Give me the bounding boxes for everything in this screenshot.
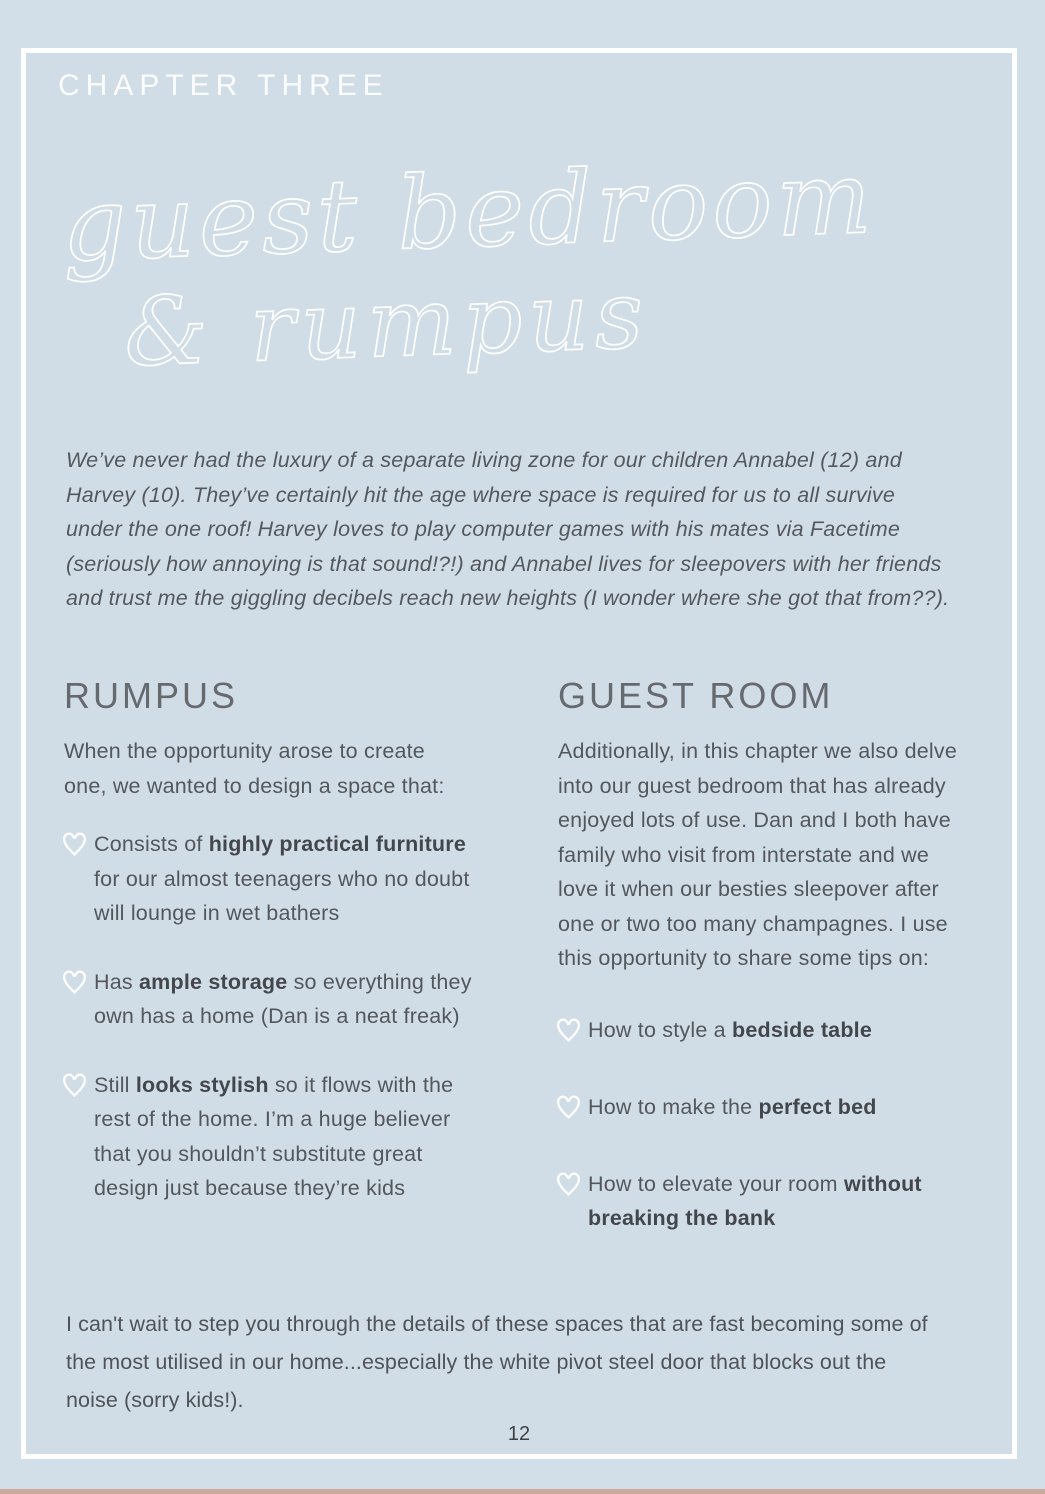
list-item bbox=[62, 827, 496, 931]
guest-room-heading: GUEST ROOM bbox=[558, 675, 834, 716]
bullet-text-pre: How to elevate your room bbox=[588, 1171, 844, 1196]
guest-room-column bbox=[556, 675, 990, 1236]
heart-outline-icon bbox=[62, 967, 94, 1002]
list-item bbox=[556, 1167, 990, 1236]
script-title-line1: guest bedroom bbox=[60, 138, 877, 285]
bullet-text-pre: How to make the bbox=[588, 1094, 759, 1119]
bullet-text-post: so it flows with the rest of the home. I’m a huge believer that you shouldn’t substitute great design just because they’re kids bbox=[94, 1072, 454, 1200]
heart-outline-icon bbox=[62, 1070, 94, 1105]
rumpus-heading: RUMPUS bbox=[64, 675, 239, 716]
page-number: 12 bbox=[507, 1423, 531, 1445]
bullet-text-pre: Consists of bbox=[94, 832, 209, 856]
bullet-text bbox=[588, 1167, 990, 1236]
next-page-strip bbox=[0, 1489, 1045, 1494]
guest-room-lead: Additionally, in this chapter we also delve into our guest bedroom that has already enjoyed lots of use. Dan and I both have family who visit from interstate and we love it when our besties sleepover after one or two too many champagnes. I use this opportunity to share some tips on: bbox=[558, 739, 958, 970]
bullet-text-pre: How to style a bbox=[588, 1017, 732, 1042]
bullet-text-bold: highly practical furniture bbox=[208, 832, 466, 856]
chapter-label: CHAPTER THREE bbox=[58, 69, 389, 102]
bullet-text-bold: perfect bed bbox=[758, 1094, 877, 1119]
heart-outline-icon bbox=[62, 829, 94, 864]
outro-paragraph: I can't wait to step you through the details of these spaces that are fast becoming some of the most utilised in our home...especially the white pivot steel door that blocks out the noise (sorry kids!). bbox=[66, 1312, 928, 1412]
bullet-text-post: so everything they own has a home (Dan is a neat freak) bbox=[94, 969, 472, 1028]
list-item bbox=[62, 1068, 496, 1206]
bullet-text-bold: looks stylish bbox=[135, 1072, 269, 1097]
rumpus-lead: When the opportunity arose to create one, we wanted to design a space that: bbox=[64, 739, 445, 798]
list-item bbox=[556, 1090, 990, 1127]
list-item bbox=[556, 1013, 990, 1050]
bullet-text bbox=[588, 1090, 901, 1125]
script-title bbox=[60, 139, 881, 395]
bullet-text-bold: bedside table bbox=[732, 1017, 872, 1042]
list-item bbox=[62, 965, 496, 1034]
heart-outline-icon bbox=[556, 1092, 588, 1127]
bullet-text bbox=[588, 1013, 896, 1048]
bullet-text-post: for our almost teenagers who no doubt will lounge in wet bathers bbox=[94, 866, 470, 925]
script-title-line2: & rumpus bbox=[122, 260, 651, 389]
bullet-text bbox=[94, 827, 496, 931]
bullet-text-pre: Still bbox=[94, 1072, 136, 1097]
bullet-text-pre: Has bbox=[94, 969, 140, 994]
rumpus-bullet-list bbox=[62, 827, 496, 1206]
heart-outline-icon bbox=[556, 1015, 588, 1050]
page-frame bbox=[21, 48, 1017, 1459]
rumpus-column bbox=[62, 675, 496, 1206]
intro-paragraph: We’ve never had the luxury of a separate living zone for our children Annabel (12) and Harvey (10). They’ve certainly hit the age where space is required for us to all survive under the one roof! Harvey loves to play computer games with his mates via Facetime (seriously how annoying is that sound!?!) and Annabel lives for sleepovers with her friends and trust me the giggling decibels reach new heights (I wonder where she got that from??). bbox=[66, 448, 950, 611]
bullet-text bbox=[94, 965, 496, 1034]
bullet-text bbox=[94, 1068, 496, 1206]
bullet-text-bold: ample storage bbox=[139, 969, 288, 994]
bullet-text-bold: without breaking the bank bbox=[588, 1171, 922, 1230]
guest-room-bullet-list bbox=[556, 1013, 990, 1236]
heart-outline-icon bbox=[556, 1169, 588, 1204]
